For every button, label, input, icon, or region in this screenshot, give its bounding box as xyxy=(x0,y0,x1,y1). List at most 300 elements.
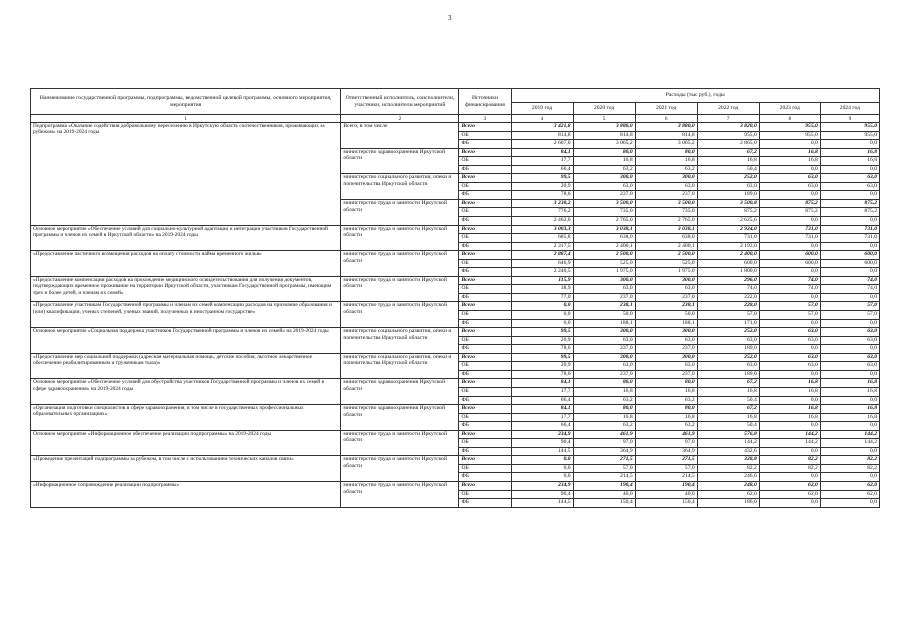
expense-value: 63,2 xyxy=(573,396,635,405)
expense-value: 63,0 xyxy=(635,362,697,371)
header-name: Наименование государственной программы, подпрограммы, ведомственной целевой программы, основного мероприятия, мероприятия xyxy=(31,89,341,115)
expense-value: 16,8 xyxy=(759,387,820,396)
expense-value: 82,2 xyxy=(759,464,820,473)
expense-value: 0,0 xyxy=(759,473,820,482)
funding-source: ОБ xyxy=(459,413,511,422)
expense-value: 74,0 xyxy=(759,276,820,285)
expense-value: 600,0 xyxy=(820,251,879,260)
funding-source: Всего xyxy=(459,251,511,260)
expense-value: 955,0 xyxy=(759,131,820,140)
expense-value: 63,2 xyxy=(573,165,635,174)
expense-value: 63,0 xyxy=(759,182,820,191)
expense-value: 328,8 xyxy=(697,456,759,465)
expense-value: 99,5 xyxy=(511,174,573,183)
expense-value: 62,0 xyxy=(759,490,820,499)
expense-value: 3 238,2 xyxy=(511,199,573,208)
expense-value: 3 065,2 xyxy=(635,140,697,149)
executor-cell: министерство труда и занятости Иркутской области xyxy=(341,276,459,302)
funding-source: Всего xyxy=(459,225,511,234)
expense-value: 875,2 xyxy=(820,199,879,208)
expense-value: 2 924,0 xyxy=(697,225,759,234)
expense-value: 50,4 xyxy=(697,396,759,405)
funding-source: Всего xyxy=(459,405,511,414)
expense-value: 600,0 xyxy=(820,259,879,268)
funding-source: Всего xyxy=(459,123,511,132)
expense-value: 0,0 xyxy=(759,293,820,302)
expense-value: 364,9 xyxy=(573,447,635,456)
expense-value: 0,0 xyxy=(759,268,820,277)
executor-cell: министерство социального развития, опеки и попечительства Иркутской области xyxy=(341,353,459,379)
expense-value: 40,0 xyxy=(573,490,635,499)
expense-value: 3 038,1 xyxy=(635,225,697,234)
header-year: 2019 год xyxy=(511,103,573,115)
expense-value: 190,4 xyxy=(635,481,697,490)
expense-value: 234,9 xyxy=(511,481,573,490)
funding-source: Всего xyxy=(459,481,511,490)
expense-value: 16,8 xyxy=(573,413,635,422)
expense-value: 50,4 xyxy=(697,165,759,174)
table-row xyxy=(31,353,880,362)
expense-value: 63,2 xyxy=(635,165,697,174)
expense-value: 955,0 xyxy=(820,131,879,140)
expense-value: 237,0 xyxy=(573,293,635,302)
expense-value: 188,1 xyxy=(635,319,697,328)
expense-value: 432,6 xyxy=(697,447,759,456)
expense-value: 0,0 xyxy=(820,268,879,277)
funding-source: ФБ xyxy=(459,396,511,405)
expense-value: 600,0 xyxy=(759,251,820,260)
expense-value: 63,0 xyxy=(759,353,820,362)
expense-value: 2 887,4 xyxy=(511,251,573,260)
expense-value: 875,2 xyxy=(759,199,820,208)
expense-value: 237,0 xyxy=(635,191,697,200)
page-number: 3 xyxy=(448,14,452,22)
expense-value: 0,0 xyxy=(759,191,820,200)
funding-source: Всего xyxy=(459,174,511,183)
expense-value: 67,2 xyxy=(697,379,759,388)
funding-source: ФБ xyxy=(459,499,511,508)
expense-value: 63,0 xyxy=(697,182,759,191)
expense-value: 731,0 xyxy=(820,225,879,234)
executor-cell: министерство здравоохранения Иркутской области xyxy=(341,379,459,405)
column-number: 3 xyxy=(459,115,511,123)
expense-value: 0,0 xyxy=(759,242,820,251)
expense-value: 0,0 xyxy=(820,217,879,226)
expense-value: 74,0 xyxy=(820,276,879,285)
expense-value: 1 975,0 xyxy=(635,268,697,277)
funding-source: ФБ xyxy=(459,473,511,482)
column-number: 9 xyxy=(820,115,879,123)
executor-cell: министерство труда и занятости Иркутской области xyxy=(341,456,459,482)
expense-value: 63,2 xyxy=(635,422,697,431)
expense-value: 0,0 xyxy=(820,191,879,200)
expense-value: 0,0 xyxy=(759,499,820,508)
table-row xyxy=(31,430,880,439)
expense-value: 144,2 xyxy=(697,439,759,448)
funding-source: ФБ xyxy=(459,370,511,379)
expense-value: 252,0 xyxy=(697,174,759,183)
expense-value: 63,0 xyxy=(820,336,879,345)
funding-source: ОБ xyxy=(459,387,511,396)
expense-value: 3 880,0 xyxy=(635,123,697,132)
expense-value: 67,2 xyxy=(697,148,759,157)
executor-cell: министерство труда и занятости Иркутской области xyxy=(341,430,459,456)
expense-value: 0,0 xyxy=(820,370,879,379)
budget-table-body xyxy=(31,123,880,508)
expense-value: 0,0 xyxy=(759,217,820,226)
expense-value: 99,5 xyxy=(511,328,573,337)
expense-value: 814,8 xyxy=(635,131,697,140)
funding-source: Всего xyxy=(459,430,511,439)
expense-value: 2 193,0 xyxy=(697,242,759,251)
funding-source: ОБ xyxy=(459,362,511,371)
expense-value: 735,0 xyxy=(635,208,697,217)
expense-value: 0,0 xyxy=(820,447,879,456)
column-number: 2 xyxy=(341,115,459,123)
funding-source: ОБ xyxy=(459,439,511,448)
expense-value: 3 500,0 xyxy=(635,199,697,208)
expense-value: 20,9 xyxy=(511,182,573,191)
funding-source: ФБ xyxy=(459,242,511,251)
expense-value: 0,0 xyxy=(759,140,820,149)
header-year: 2023 год xyxy=(759,103,820,115)
expense-value: 144,5 xyxy=(511,499,573,508)
expense-value: 2 765,0 xyxy=(573,217,635,226)
expense-value: 63,2 xyxy=(573,422,635,431)
header-year: 2020 год xyxy=(573,103,635,115)
expense-value: 63,2 xyxy=(635,396,697,405)
expense-value: 3 038,1 xyxy=(573,225,635,234)
expense-value: 63,0 xyxy=(820,174,879,183)
expense-value: 731,0 xyxy=(759,225,820,234)
funding-source: ОБ xyxy=(459,285,511,294)
header-executor: Ответственный исполнитель, соисполнители, участники, исполнители мероприятий xyxy=(341,89,459,115)
expense-value: 814,8 xyxy=(573,131,635,140)
funding-source: ФБ xyxy=(459,293,511,302)
expense-value: 875,2 xyxy=(820,208,879,217)
expense-value: 189,0 xyxy=(697,191,759,200)
expense-value: 82,2 xyxy=(759,456,820,465)
expense-value: 144,2 xyxy=(820,439,879,448)
expense-value: 63,0 xyxy=(573,285,635,294)
expense-value: 144,2 xyxy=(820,430,879,439)
expense-value: 17,7 xyxy=(511,413,573,422)
expense-value: 461,9 xyxy=(635,430,697,439)
funding-source: Всего xyxy=(459,379,511,388)
expense-value: 63,0 xyxy=(697,362,759,371)
expense-value: 3 500,8 xyxy=(697,199,759,208)
expense-value: 731,0 xyxy=(697,234,759,243)
activity-name: «Предоставление компенсации расходов на прохождение медицинского освидетельствования для получения документов, подтверждающих временное проживание на территории Иркутской области, участникам Государственной программы, имеющим трех и более детей, и членам их семей» xyxy=(31,276,341,302)
expense-value: 63,0 xyxy=(820,362,879,371)
expense-value: 0,0 xyxy=(511,302,573,311)
executor-cell: министерство труда и занятости Иркутской области xyxy=(341,302,459,328)
expense-value: 50,0 xyxy=(635,311,697,320)
expense-value: 63,0 xyxy=(820,328,879,337)
expense-value: 300,0 xyxy=(635,174,697,183)
funding-source: ФБ xyxy=(459,422,511,431)
executor-cell: министерство труда и занятости Иркутской области xyxy=(341,199,459,225)
expense-value: 0,0 xyxy=(759,345,820,354)
expense-value: 1 975,0 xyxy=(573,268,635,277)
expense-value: 3 065,2 xyxy=(573,140,635,149)
expense-value: 16,8 xyxy=(635,387,697,396)
activity-name: Основное мероприятие «Обеспечение условий для обустройства участников Государственной программы и членов их семей в сфере здравоохранения» на 2019-2024 годы xyxy=(31,379,341,405)
expense-value: 600,0 xyxy=(759,259,820,268)
expense-value: 84,1 xyxy=(511,148,573,157)
expense-value: 0,0 xyxy=(820,473,879,482)
column-number: 5 xyxy=(573,115,635,123)
expense-value: 63,0 xyxy=(759,328,820,337)
expense-value: 62,0 xyxy=(820,481,879,490)
expense-value: 214,5 xyxy=(573,473,635,482)
expense-value: 99,5 xyxy=(511,353,573,362)
expense-value: 2 240,5 xyxy=(511,268,573,277)
funding-source: Всего xyxy=(459,276,511,285)
expense-value: 144,5 xyxy=(511,447,573,456)
funding-source: ОБ xyxy=(459,259,511,268)
expense-value: 57,0 xyxy=(697,311,759,320)
funding-source: ФБ xyxy=(459,217,511,226)
expense-value: 246,6 xyxy=(697,473,759,482)
expense-value: 150,4 xyxy=(635,499,697,508)
expense-value: 80,0 xyxy=(573,379,635,388)
header-year: 2022 год xyxy=(697,103,759,115)
expense-value: 0,0 xyxy=(820,165,879,174)
expense-value: 16,8 xyxy=(820,413,879,422)
expense-value: 62,0 xyxy=(820,490,879,499)
expense-value: 150,4 xyxy=(573,499,635,508)
expense-value: 238,1 xyxy=(573,302,635,311)
expense-value: 16,8 xyxy=(820,379,879,388)
expense-value: 84,1 xyxy=(511,379,573,388)
expense-value: 3 880,0 xyxy=(573,123,635,132)
expense-value: 955,0 xyxy=(697,131,759,140)
expense-value: 461,9 xyxy=(573,430,635,439)
expense-value: 90,4 xyxy=(511,490,573,499)
expense-value: 188,1 xyxy=(573,319,635,328)
expense-value: 3 003,3 xyxy=(511,225,573,234)
expense-value: 16,8 xyxy=(573,387,635,396)
table-row xyxy=(31,456,880,465)
expense-value: 2 462,0 xyxy=(511,217,573,226)
header-expenses: Расходы (тыс руб.), годы xyxy=(511,89,880,103)
expense-value: 2 765,0 xyxy=(635,217,697,226)
expense-value: 300,0 xyxy=(573,328,635,337)
funding-source: ФБ xyxy=(459,140,511,149)
activity-name: «Предоставление частичного возмещения расходов на оплату стоимости найма временного жилья» xyxy=(31,251,341,277)
expense-value: 20,9 xyxy=(511,336,573,345)
expense-value: 0,0 xyxy=(820,396,879,405)
expense-value: 38,9 xyxy=(511,285,573,294)
table-row xyxy=(31,328,880,337)
expense-value: 50,4 xyxy=(697,422,759,431)
funding-source: ОБ xyxy=(459,157,511,166)
expense-value: 63,0 xyxy=(820,353,879,362)
expense-value: 364,9 xyxy=(635,447,697,456)
expense-value: 237,0 xyxy=(635,293,697,302)
expense-value: 63,0 xyxy=(573,182,635,191)
expense-value: 2 400,1 xyxy=(635,242,697,251)
expense-value: 16,8 xyxy=(635,157,697,166)
expense-value: 63,0 xyxy=(635,182,697,191)
expense-value: 63,0 xyxy=(759,336,820,345)
expense-value: 2 500,0 xyxy=(635,251,697,260)
expense-value: 0,0 xyxy=(820,422,879,431)
expense-value: 2 607,0 xyxy=(511,140,573,149)
expense-value: 67,2 xyxy=(697,405,759,414)
expense-value: 16,8 xyxy=(759,405,820,414)
expense-value: 84,1 xyxy=(511,405,573,414)
column-number: 8 xyxy=(759,115,820,123)
expense-value: 186,0 xyxy=(697,499,759,508)
expense-value: 237,0 xyxy=(573,191,635,200)
expense-value: 252,0 xyxy=(697,353,759,362)
expense-value: 0,0 xyxy=(820,499,879,508)
expense-value: 238,1 xyxy=(635,302,697,311)
expense-value: 300,0 xyxy=(573,174,635,183)
expense-value: 78,6 xyxy=(511,345,573,354)
funding-source: ОБ xyxy=(459,490,511,499)
expense-value: 0,0 xyxy=(759,370,820,379)
expense-value: 0,0 xyxy=(759,319,820,328)
expense-value: 80,0 xyxy=(635,405,697,414)
expense-value: 97,0 xyxy=(573,439,635,448)
expense-value: 300,0 xyxy=(635,353,697,362)
expense-value: 20,9 xyxy=(511,362,573,371)
expense-value: 16,8 xyxy=(759,413,820,422)
expense-value: 144,2 xyxy=(759,439,820,448)
expense-value: 57,0 xyxy=(759,302,820,311)
expense-value: 57,0 xyxy=(635,464,697,473)
expense-value: 2 865,0 xyxy=(697,140,759,149)
expense-value: 237,0 xyxy=(635,345,697,354)
executor-cell: министерство труда и занятости Иркутской области xyxy=(341,481,459,507)
expense-value: 2 500,0 xyxy=(573,251,635,260)
expense-value: 0,0 xyxy=(511,464,573,473)
expense-value: 16,8 xyxy=(759,148,820,157)
expense-value: 16,8 xyxy=(697,413,759,422)
table-row xyxy=(31,302,880,311)
expense-value: 0,0 xyxy=(759,396,820,405)
expense-value: 16,8 xyxy=(820,157,879,166)
expense-value: 0,0 xyxy=(820,345,879,354)
expense-value: 2 400,0 xyxy=(697,251,759,260)
expense-value: 74,0 xyxy=(759,285,820,294)
expense-value: 97,0 xyxy=(635,439,697,448)
funding-source: ФБ xyxy=(459,268,511,277)
expense-value: 62,0 xyxy=(759,481,820,490)
expense-value: 63,0 xyxy=(759,362,820,371)
table-row xyxy=(31,405,880,414)
expense-value: 638,0 xyxy=(573,234,635,243)
expense-value: 271,5 xyxy=(573,456,635,465)
expense-value: 735,0 xyxy=(573,208,635,217)
expense-value: 57,0 xyxy=(759,311,820,320)
expense-value: 80,0 xyxy=(635,379,697,388)
expense-value: 0,0 xyxy=(759,422,820,431)
expense-value: 525,0 xyxy=(635,259,697,268)
funding-source: Всего xyxy=(459,353,511,362)
expense-value: 0,0 xyxy=(820,140,879,149)
expense-value: 17,7 xyxy=(511,157,573,166)
funding-source: ОБ xyxy=(459,464,511,473)
funding-source: Всего xyxy=(459,302,511,311)
expense-value: 78,6 xyxy=(511,370,573,379)
expense-value: 237,0 xyxy=(635,370,697,379)
expense-value: 646,9 xyxy=(511,259,573,268)
column-number: 7 xyxy=(697,115,759,123)
expense-value: 875,2 xyxy=(759,208,820,217)
expense-value: 237,0 xyxy=(573,370,635,379)
funding-source: ФБ xyxy=(459,191,511,200)
expense-value: 57,0 xyxy=(820,311,879,320)
expense-value: 2 317,5 xyxy=(511,242,573,251)
expense-value: 3 820,0 xyxy=(697,123,759,132)
expense-value: 16,8 xyxy=(573,157,635,166)
activity-name: «Информационное сопровождение реализации подпрограммы» xyxy=(31,481,341,507)
expense-value: 82,2 xyxy=(697,464,759,473)
expense-value: 63,0 xyxy=(635,336,697,345)
activity-name: Подпрограмма «Оказание содействия добровольному переселению в Иркутскую область соотечественников, проживающих за рубежом» на 2019-2024 годы xyxy=(31,123,341,226)
table-row xyxy=(31,276,880,285)
expense-value: 2 625,6 xyxy=(697,217,759,226)
expense-value: 16,8 xyxy=(759,157,820,166)
funding-source: ФБ xyxy=(459,345,511,354)
activity-name: Основное мероприятие «Обеспечение условий для социально-культурной адаптации и интеграции участников Государственной программы и членов их семей в Иркутской области» на 2019-2024 годы xyxy=(31,225,341,251)
expense-value: 0,0 xyxy=(511,311,573,320)
expense-value: 600,0 xyxy=(697,259,759,268)
executor-cell: министерство социального развития, опеки и попечительства Иркутской области xyxy=(341,174,459,200)
funding-source: ОБ xyxy=(459,131,511,140)
expense-value: 77,0 xyxy=(511,293,573,302)
expense-value: 63,0 xyxy=(573,336,635,345)
funding-source: ФБ xyxy=(459,165,511,174)
expense-value: 252,0 xyxy=(697,328,759,337)
funding-source: Всего xyxy=(459,148,511,157)
expense-value: 234,9 xyxy=(511,430,573,439)
expense-value: 222,0 xyxy=(697,293,759,302)
expense-value: 0,0 xyxy=(511,456,573,465)
table-row xyxy=(31,225,880,234)
expense-value: 300,0 xyxy=(635,276,697,285)
expense-value: 3 500,0 xyxy=(573,199,635,208)
executor-cell: министерство здравоохранения Иркутской области xyxy=(341,148,459,174)
expense-value: 144,2 xyxy=(759,430,820,439)
expense-value: 115,9 xyxy=(511,276,573,285)
expense-value: 525,0 xyxy=(573,259,635,268)
expense-value: 80,0 xyxy=(573,405,635,414)
expense-value: 66,4 xyxy=(511,422,573,431)
expense-value: 955,0 xyxy=(820,123,879,132)
expense-value: 63,0 xyxy=(635,285,697,294)
expense-value: 271,5 xyxy=(635,456,697,465)
expense-value: 0,0 xyxy=(820,293,879,302)
column-number: 1 xyxy=(31,115,341,123)
activity-name: «Предоставление участникам Государственной программы и членам их семей компенсации расходов на признание образования и (или) квалификации, ученых степеней, ученых званий, полученных в иностранном государстве» xyxy=(31,302,341,328)
expense-value: 0,0 xyxy=(511,319,573,328)
expense-value: 63,0 xyxy=(820,182,879,191)
expense-value: 63,0 xyxy=(697,336,759,345)
expense-value: 40,0 xyxy=(635,490,697,499)
table-row xyxy=(31,123,880,132)
expense-value: 300,0 xyxy=(635,328,697,337)
expense-value: 74,0 xyxy=(820,285,879,294)
expense-value: 875,2 xyxy=(697,208,759,217)
executor-cell: министерство труда и занятости Иркутской области xyxy=(341,225,459,251)
expense-value: 1 800,0 xyxy=(697,268,759,277)
table-row xyxy=(31,379,880,388)
